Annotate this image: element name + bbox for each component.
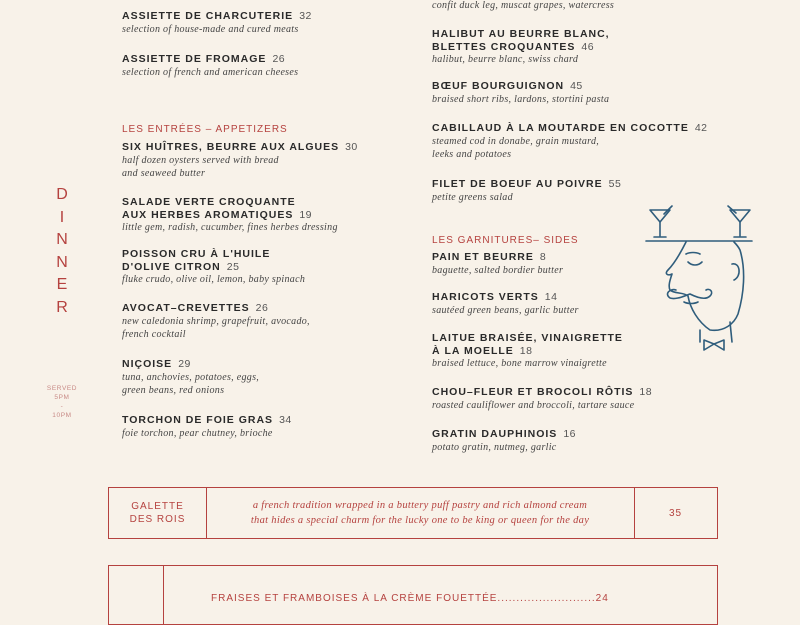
dinner-vertical-title [54,184,70,319]
menu-item: SIX HUÎTRES, BEURRE AUX ALGUES 30 half dozen oysters served with bread and seaweed butter [122,141,358,179]
menu-item: HALIBUT AU BEURRE BLANC, BLETTES CROQUANTES 46 halibut, beurre blanc, swiss chard [432,28,610,65]
dessert-name: FRAISES ET FRAMBOISES À LA CRÈME FOUETTÉE [211,593,498,604]
menu-item: TORCHON DE FOIE GRAS 34 foie torchon, pear chutney, brioche [122,414,292,439]
menu-item: BŒUF BOURGUIGNON 45 braised short ribs, lardons, stortini pasta [432,80,610,105]
menu-item: GRATIN DAUPHINOIS 16 potato gratin, nutmeg, garlic [432,428,576,453]
menu-item: FILET DE BOEUF AU POIVRE 55 petite greens salad [432,178,622,203]
dinner-letter: N [56,231,68,248]
dinner-letter: N [56,253,68,271]
dessert-leader-dots: .......................... [497,593,596,604]
menu-item: HARICOTS VERTS 14 sautéed green beans, garlic butter [432,291,579,316]
appetizers-heading: LES ENTRÉES – APPETIZERS [122,124,288,135]
menu-item: CHOU–FLEUR ET BROCOLI RÔTIS 18 roasted cauliflower and broccoli, tartare sauce [432,386,653,411]
dessert-price: 24 [595,593,609,604]
menu-item: POISSON CRU À L'HUILE D'OLIVE CITRON 25 fluke crudo, olive oil, lemon, baby spinach [122,248,306,285]
sides-heading: LES GARNITURES– SIDES [432,235,579,246]
menu-item: AVOCAT–CREVETTES 26 new caledonia shrimp, grapefruit, avocado, french cocktail [122,302,310,340]
menu-item: ASSIETTE DE FROMAGE 26 selection of french and american cheeses [122,53,299,78]
galette-description-cell: a french tradition wrapped in a buttery puff pastry and rich almond cream that hides a special charm for the lucky one to be king or queen for the day [206,488,635,538]
menu-item: CABILLAUD À LA MOUTARDE EN COCOTTE 42 steamed cod in donabe, grain mustard, leeks and potatoes [432,122,708,160]
dessert-label-cell [109,566,164,624]
dinner-letter: R [56,298,68,316]
galette-label-cell [109,488,207,538]
galette-feature-box [108,487,718,539]
menu-item-description: confit duck leg, muscat grapes, watercress [432,0,615,11]
galette-price-cell [634,488,717,538]
dinner-letter: E [56,276,68,293]
galette-label: GALETTE [131,501,184,512]
menu-item: NIÇOISE 29 tuna, anchovies, potatoes, eggs, green beans, red onions [122,358,260,396]
dinner-letter: I [59,208,65,226]
menu-item: PAIN ET BEURRE 8 baguette, salted bordier butter [432,251,564,276]
menu-item: LAITUE BRAISÉE, VINAIGRETTE À LA MOELLE 18 braised lettuce, bone marrow vinaigrette [432,332,623,369]
dessert-box [108,565,718,625]
menu-item: ASSIETTE DE CHARCUTERIE 32 selection of house-made and cured meats [122,10,312,35]
dessert-line [211,588,609,606]
waiter-with-cocktails-icon [640,204,760,360]
menu-item: SALADE VERTE CROQUANTE AUX HERBES AROMATIQUES 19 little gem, radish, cucumber, fines herbes dressing [122,196,338,233]
galette-label: DES ROIS [129,514,186,525]
galette-price: 35 [668,507,683,519]
dinner-letter: D [56,186,68,203]
served-hours: SERVED 5PM - 10PM [46,385,78,419]
